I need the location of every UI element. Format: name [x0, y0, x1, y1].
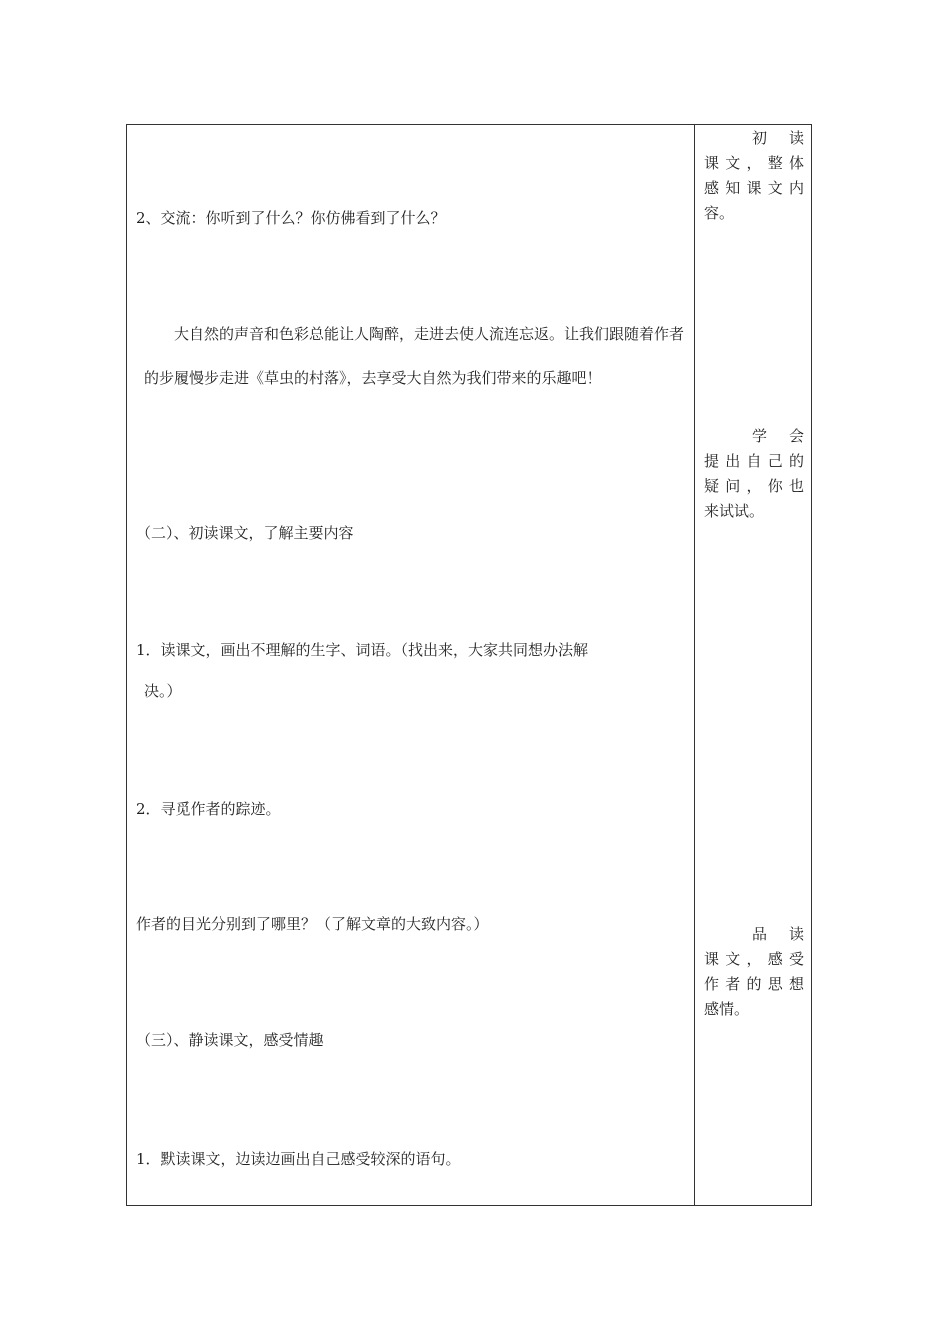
intro-paragraph: 大自然的声音和色彩总能让人陶醉，走进去使人流连忘返。让我们跟随着作者的步履慢步走进《草虫的村落》，去享受大自然为我们带来的乐趣吧！ [144, 325, 685, 387]
side-note-3 [704, 922, 804, 1022]
side-note-1-line: 感知课文内 [704, 179, 804, 197]
task-read-text-line1: 1．读课文，画出不理解的生字、词语。（找出来，大家共同想办法解 [136, 641, 589, 659]
side-note-2-line: 提出自己的 [704, 452, 804, 470]
side-note-3-line: 课文，感受 [704, 950, 804, 968]
side-note-3-line: 品读 [752, 925, 804, 943]
side-note-1 [704, 126, 804, 226]
side-note-3-line: 感情。 [704, 1000, 750, 1018]
side-note-1-line: 初读 [752, 129, 804, 147]
side-note-1-line: 课文，整体 [704, 154, 804, 172]
exchange-question: 2、交流：你听到了什么？你仿佛看到了什么？ [136, 209, 446, 227]
side-note-3-line: 作者的思想 [704, 975, 804, 993]
column-divider [694, 124, 695, 1206]
task-find-author: 2．寻觅作者的踪迹。 [136, 800, 281, 818]
section-heading-3: （三）、静读课文，感受情趣 [136, 1031, 324, 1049]
author-gaze-question: 作者的目光分别到了哪里？（了解文章的大致内容。） [136, 915, 489, 933]
side-note-1-line: 容。 [704, 204, 735, 222]
task-read-text-line2: 决。） [144, 682, 182, 700]
side-note-2-line: 疑问，你也 [704, 477, 804, 495]
section-heading-2: （二）、初读课文，了解主要内容 [136, 524, 354, 542]
task-silent-read: 1．默读课文，边读边画出自己感受较深的语句。 [136, 1150, 461, 1168]
side-note-2-line: 学会 [752, 427, 804, 445]
side-note-2-line: 来试试。 [704, 502, 765, 520]
side-note-2 [704, 424, 804, 524]
